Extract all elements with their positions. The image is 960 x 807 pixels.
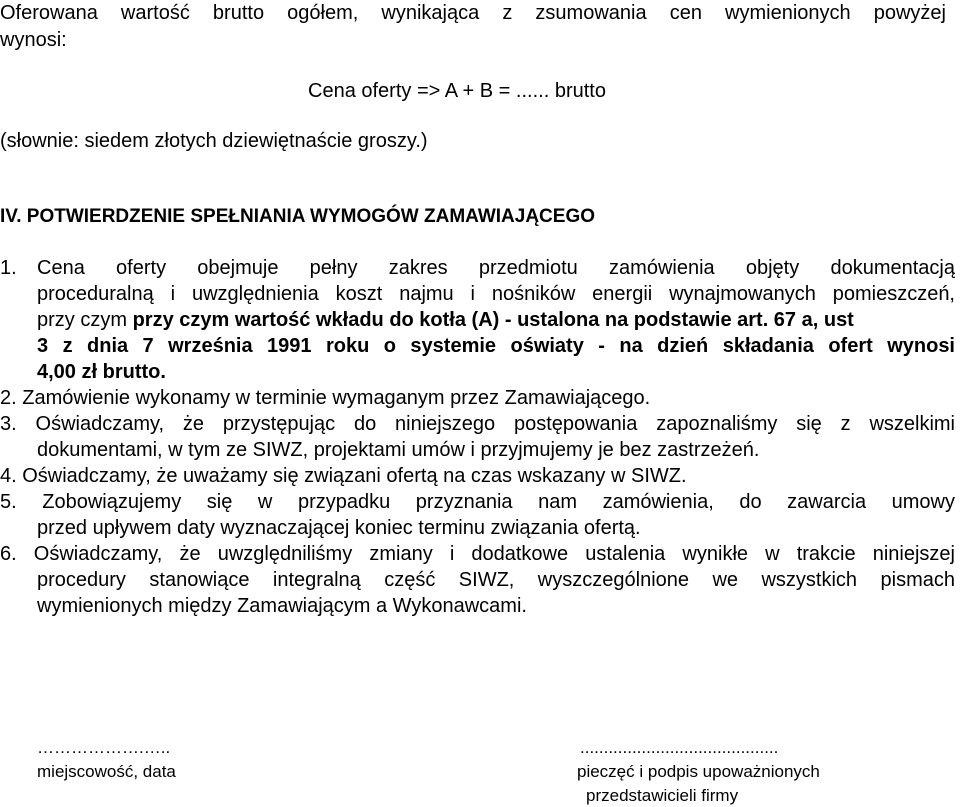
item-1-number: 1.	[0, 257, 17, 279]
item-4: 4. Oświadczamy, że uważamy się związani ofertą na czas wskazany w SIWZ.	[0, 465, 687, 487]
item-1-line-3-tail: 67 a, ust	[768, 309, 854, 331]
item-1-line-1: Cena oferty obejmuje pełny zakres przedmiotu zamówienia objęty dokumentacją	[37, 257, 955, 279]
price-formula: Cena oferty => A + B = ...... brutto	[308, 80, 606, 102]
item-1-line-3-bold: przy czym wartość wkładu do kotła (A) - ustalona na podstawie art.	[132, 309, 769, 331]
item-3-line-2: dokumentami, w tym ze SIWZ, projektami umów i przyjmujemy je bez zastrzeżeń.	[37, 439, 760, 461]
price-in-words: (słownie: siedem złotych dziewiętnaście groszy.)	[0, 130, 428, 152]
item-1-line-3	[37, 307, 854, 333]
signature-dots: ..........................................	[580, 738, 779, 757]
item-6-line-3: wymienionych między Zamawiającym a Wykonawcami.	[37, 595, 527, 617]
signature-label-2: przedstawicieli firmy	[586, 786, 739, 805]
item-5-line-1: 5. Zobowiązujemy się w przypadku przyznania nam zamówienia, do zawarcia umowy	[0, 491, 955, 513]
intro-line-2: wynosi:	[0, 29, 67, 51]
item-1-line-5: 4,00 zł brutto.	[37, 361, 166, 383]
intro-line-1: Oferowana wartość brutto ogółem, wynikająca z zsumowania cen wymienionych powyżej	[0, 2, 946, 24]
item-1-line-3-prefix: przy czym	[37, 309, 133, 331]
signature-label-1: pieczęć i podpis upoważnionych	[577, 762, 820, 781]
item-1-line-2: proceduralną i uwzględnienia koszt najmu i nośników energii wynajmowanych pomieszczeń,	[37, 283, 955, 305]
item-5-line-2: przed upływem daty wyznaczającej koniec terminu związania ofertą.	[37, 517, 641, 539]
item-3-line-1: 3. Oświadczamy, że przystępując do niniejszego postępowania zapoznaliśmy się z wszelkimi	[0, 413, 955, 435]
place-date-dots: ……………….…..	[37, 738, 171, 757]
item-6-line-2: procedury stanowiące integralną część SIWZ, wyszczególnione we wszystkich pismach	[37, 569, 955, 591]
item-2: 2. Zamówienie wykonamy w terminie wymaganym przez Zamawiającego.	[0, 387, 651, 409]
item-1-line-4: 3 z dnia 7 września 1991 roku o systemie oświaty - na dzień składania ofert wynosi	[37, 335, 955, 357]
place-date-label: miejscowość, data	[37, 762, 176, 781]
item-6-line-1: 6. Oświadczamy, że uwzględniliśmy zmiany i dodatkowe ustalenia wynikłe w trakcie niniejszej	[0, 543, 955, 565]
section-heading: IV. POTWIERDZENIE SPEŁNIANIA WYMOGÓW ZAMAWIAJĄCEGO	[0, 206, 596, 227]
